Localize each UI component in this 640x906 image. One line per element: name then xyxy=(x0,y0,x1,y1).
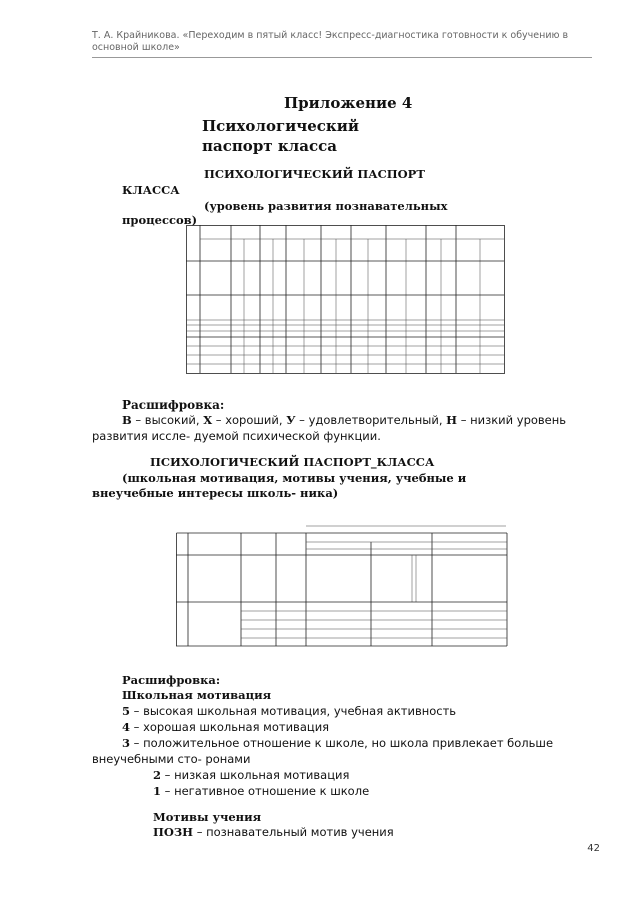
school-motivation-heading: Школьная мотивация xyxy=(122,688,272,702)
cognitive-passport-table xyxy=(186,225,506,375)
passport1-title-line1: ПСИХОЛОГИЧЕСКИЙ ПАСПОРТ xyxy=(204,167,425,181)
passport1-subtitle-line1: (уровень развития познавательных xyxy=(204,199,448,213)
passport2-subtitle-line1: (школьная мотивация, мотивы учения, учебные и xyxy=(122,471,467,485)
legend1-text xyxy=(92,412,602,444)
legend1-code-u: У xyxy=(286,413,296,427)
appendix-title: Приложение 4 xyxy=(284,94,413,112)
legend2-text-4: – хорошая школьная мотивация xyxy=(130,720,330,734)
legend2-item-1 xyxy=(153,783,369,799)
motivation-passport-table xyxy=(176,518,508,648)
legend2-code-5: 5 xyxy=(122,704,131,718)
passport1-title-line2: КЛАССА xyxy=(122,183,180,197)
legend2-text-5: – высокая школьная мотивация, учебная активность xyxy=(130,704,457,718)
legend2-item-2 xyxy=(153,767,349,783)
legend1-text-h: – хороший, xyxy=(212,413,287,427)
legend2-code-2: 2 xyxy=(153,768,162,782)
passport2-title: ПСИХОЛОГИЧЕСКИЙ ПАСПОРТ_КЛАССА xyxy=(150,455,435,469)
legend1-code-h: Х xyxy=(203,413,213,427)
header-divider xyxy=(92,57,592,58)
legend1-heading: Расшифровка: xyxy=(122,398,225,412)
legend2-code-3: 3 xyxy=(122,736,131,750)
legend2-heading: Расшифровка: xyxy=(122,673,221,687)
legend2-code-1: 1 xyxy=(153,784,162,798)
appendix-subtitle: Психологический паспорт класса xyxy=(202,117,360,155)
legend2-code-4: 4 xyxy=(122,720,131,734)
motive-item-pozn xyxy=(153,824,394,840)
legend1-text-n: – низкий уровень развития иссле- дуемой психической функции. xyxy=(92,413,567,443)
legend2-item-5 xyxy=(122,703,456,719)
passport2-subtitle-line2: внеучебные интересы школь- ника) xyxy=(92,486,339,500)
legend2-text-2: – низкая школьная мотивация xyxy=(161,768,350,782)
legend2-item-3 xyxy=(92,735,592,767)
page-number: 42 xyxy=(587,843,600,854)
legend2-text-3: – положительное отношение к школе, но школа привлекает больше внеучебными сто- ронами xyxy=(92,736,554,766)
passport1-subtitle-line2: процессов) xyxy=(122,213,198,227)
legend1-text-v: – высокий, xyxy=(131,413,204,427)
learning-motives-heading: Мотивы учения xyxy=(153,810,262,824)
legend1-text-u: – удовлетворительный, xyxy=(295,413,447,427)
running-header: Т. А. Крайникова. «Переходим в пятый класс! Экспресс-диагностика готовности к обучению в основной школе» xyxy=(92,30,569,53)
motive-text-pozn: – познавательный мотив учения xyxy=(193,825,394,839)
motive-code-pozn: ПОЗН xyxy=(153,825,194,839)
legend1-code-v: В xyxy=(122,413,132,427)
legend2-item-4 xyxy=(122,719,329,735)
legend1-code-n: Н xyxy=(446,413,458,427)
legend2-text-1: – негативное отношение к школе xyxy=(161,784,370,798)
